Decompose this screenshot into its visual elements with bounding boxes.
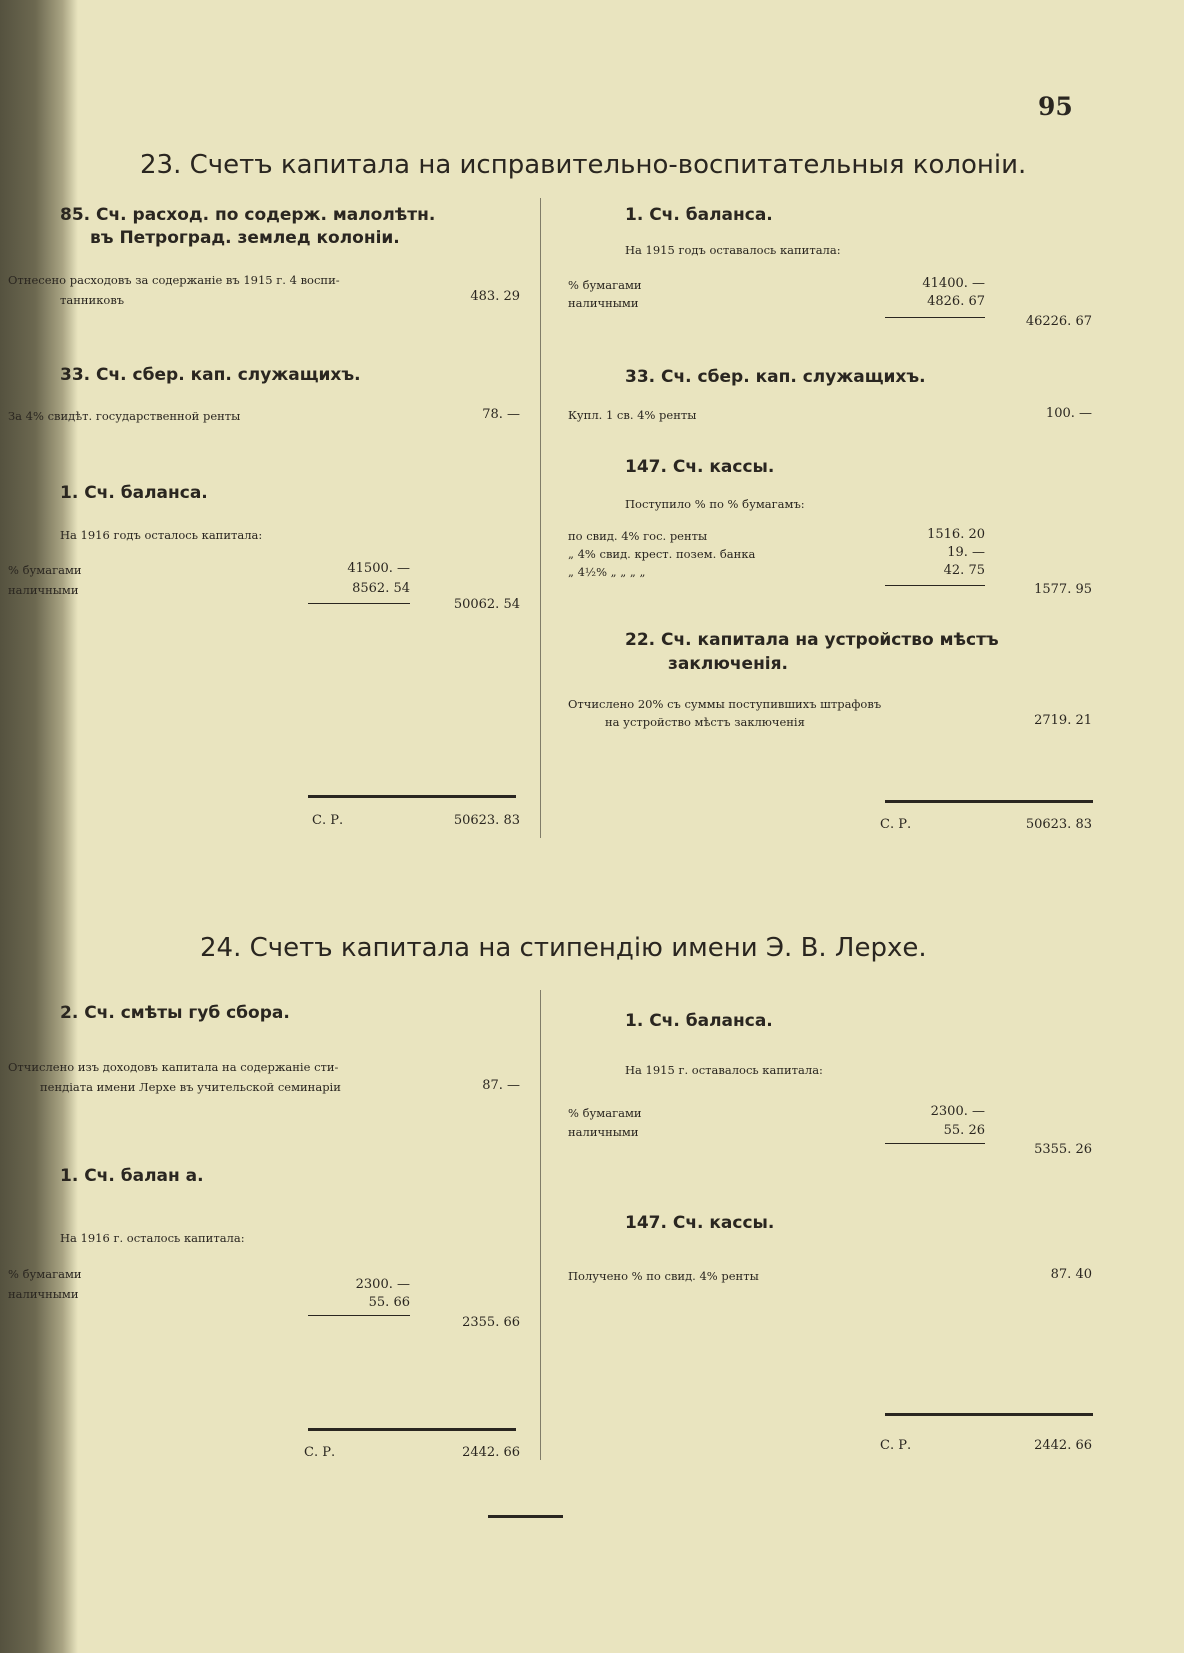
- s23-right-row-6-value: 1516. 20: [927, 527, 985, 542]
- s24-right-row-1: На 1915 г. оставалось капитала:: [625, 1063, 823, 1077]
- s24-left-sr-label: С. Р.: [304, 1445, 336, 1460]
- s23-right-row-5: Поступило % по % бумагамъ:: [625, 497, 805, 511]
- s24-left-row-3: % бумагами: [8, 1267, 82, 1281]
- s24-left-row-4: наличными: [8, 1287, 79, 1301]
- s23-right-heading-2: 33. Сч. сбер. кап. служащихъ.: [625, 367, 926, 387]
- s23-left-sum-rule: [308, 795, 516, 798]
- column-divider: [540, 198, 541, 838]
- s23-left-sr-label: С. Р.: [312, 813, 344, 828]
- s23-right-row-9b: на устройство мѣстъ заключенія: [605, 715, 805, 729]
- s23-right-sum-rule: [885, 800, 1093, 803]
- s23-left-total: 50062. 54: [453, 597, 520, 612]
- s23-right-row-2-value: 41400. —: [922, 276, 985, 291]
- s24-right-sr-label: С. Р.: [880, 1438, 912, 1453]
- s23-right-row-8-value: 42. 75: [943, 563, 985, 578]
- section-24-title: 24. Счетъ капитала на стипендію имени Э. В. Лерхе.: [200, 933, 927, 963]
- s23-left-row-1b: танниковъ: [60, 293, 125, 307]
- s23-right-total-1: 46226. 67: [1025, 314, 1092, 329]
- s23-left-heading-1b: въ Петроград. землед колоніи.: [90, 228, 400, 248]
- s24-left-row-2: На 1916 г. осталось капитала:: [60, 1231, 245, 1245]
- s24-right-row-4-value: 87. 40: [1050, 1267, 1092, 1282]
- s23-right-row-4-value: 100. —: [1045, 406, 1092, 421]
- s24-right-total-1: 5355. 26: [1034, 1142, 1092, 1157]
- s24-left-heading-2: 1. Сч. балан а.: [60, 1166, 204, 1186]
- s24-left-row-1-value: 87. —: [482, 1078, 520, 1093]
- s24-left-row-3-value: 2300. —: [355, 1277, 410, 1292]
- s23-right-heading-3: 147. Сч. кассы.: [625, 457, 775, 477]
- s23-left-heading-2: 33. Сч. сбер. кап. служащихъ.: [60, 365, 361, 385]
- s24-left-sum-rule: [308, 1428, 516, 1431]
- s24-right-heading-1: 1. Сч. баланса.: [625, 1011, 773, 1031]
- s23-left-sr-value: 50623. 83: [453, 813, 520, 828]
- s23-right-heading-4b: заключенія.: [668, 654, 789, 674]
- s23-left-heading-1a: 85. Сч. расход. по содерж. малолѣтн.: [60, 205, 436, 225]
- s23-left-row-2: За 4% свидѣт. государственной ренты: [8, 409, 241, 423]
- s24-left-row-1a: Отчислено изъ доходовъ капитала на содержаніе сти-: [8, 1060, 339, 1074]
- s23-right-row-4: Купл. 1 св. 4% ренты: [568, 408, 697, 422]
- s24-left-row-4-value: 55. 66: [368, 1295, 410, 1310]
- s23-right-row-7: „ 4% свид. крест. позем. банка: [568, 547, 756, 561]
- column-divider: [540, 990, 541, 1460]
- s23-right-total-2: 1577. 95: [1034, 582, 1092, 597]
- s23-right-subtotal-rule-1: [885, 317, 985, 318]
- s23-left-row-2-value: 78. —: [482, 407, 520, 422]
- s23-left-row-5-value: 8562. 54: [352, 581, 410, 596]
- page-number: 95: [1038, 92, 1073, 121]
- s23-right-row-9a: Отчислено 20% съ суммы поступившихъ штрафовъ: [568, 697, 882, 711]
- s24-left-sr-value: 2442. 66: [462, 1445, 520, 1460]
- s23-left-row-4: % бумагами: [8, 563, 82, 577]
- s24-left-total: 2355. 66: [462, 1315, 520, 1330]
- s23-left-subtotal-rule: [308, 603, 410, 604]
- s23-left-row-1a: Отнесено расходовъ за содержаніе въ 1915 г. 4 воспи-: [8, 273, 340, 287]
- s23-left-row-5: наличными: [8, 583, 79, 597]
- s24-left-subtotal-rule: [308, 1315, 410, 1316]
- s24-right-subtotal-rule: [885, 1143, 985, 1144]
- s23-right-row-8: „ 4½% „ „ „ „: [568, 565, 646, 579]
- s23-right-heading-4a: 22. Сч. капитала на устройство мѣстъ: [625, 630, 999, 650]
- s23-left-row-3: На 1916 годъ осталось капитала:: [60, 528, 263, 542]
- s23-right-row-3: наличными: [568, 296, 639, 310]
- s24-right-sr-value: 2442. 66: [1034, 1438, 1092, 1453]
- s23-left-row-1-value: 483. 29: [470, 289, 520, 304]
- s24-right-sum-rule: [885, 1413, 1093, 1416]
- s24-right-row-2: % бумагами: [568, 1106, 642, 1120]
- s23-right-row-1: На 1915 годъ оставалось капитала:: [625, 243, 841, 257]
- end-rule: [488, 1515, 563, 1518]
- section-23-title: 23. Счетъ капитала на исправительно-воспитательныя колоніи.: [140, 150, 1027, 180]
- s24-right-row-3-value: 55. 26: [943, 1123, 985, 1138]
- s23-left-heading-3: 1. Сч. баланса.: [60, 483, 208, 503]
- s24-left-heading-1: 2. Сч. смѣты губ сбора.: [60, 1003, 290, 1023]
- s23-right-heading-1: 1. Сч. баланса.: [625, 205, 773, 225]
- s23-right-sr-label: С. Р.: [880, 817, 912, 832]
- s23-right-sr-value: 50623. 83: [1025, 817, 1092, 832]
- s24-right-heading-2: 147. Сч. кассы.: [625, 1213, 775, 1233]
- s23-right-row-9-value: 2719. 21: [1034, 713, 1092, 728]
- s24-left-row-1b: пендіата имени Лерхе въ учительской семинаріи: [40, 1080, 341, 1094]
- s24-right-row-2-value: 2300. —: [930, 1104, 985, 1119]
- s23-left-row-4-value: 41500. —: [347, 561, 410, 576]
- s23-right-row-3-value: 4826. 67: [927, 294, 985, 309]
- book-spine-shadow: [0, 0, 78, 1653]
- s23-right-row-7-value: 19. —: [947, 545, 985, 560]
- s24-right-row-3: наличными: [568, 1125, 639, 1139]
- s23-right-row-6: по свид. 4% гос. ренты: [568, 529, 708, 543]
- s24-right-row-4: Получено % по свид. 4% ренты: [568, 1269, 759, 1283]
- s23-right-row-2: % бумагами: [568, 278, 642, 292]
- s23-right-subtotal-rule-2: [885, 585, 985, 586]
